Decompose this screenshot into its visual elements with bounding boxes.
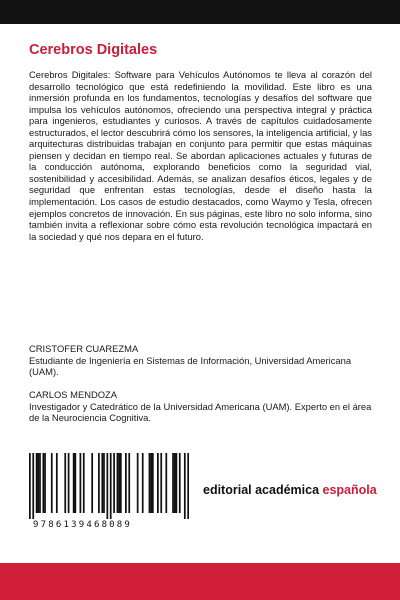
barcode-bar	[142, 453, 144, 513]
barcode-bar	[137, 453, 139, 513]
book-title: Cerebros Digitales	[29, 42, 158, 58]
bottom-band	[0, 563, 400, 600]
barcode-bar	[98, 453, 100, 513]
barcode-bar	[184, 453, 186, 519]
barcode-bar	[179, 453, 181, 513]
barcode-bar	[74, 453, 76, 513]
barcode-bar	[83, 453, 85, 513]
barcode-bar	[64, 453, 66, 513]
barcode-bar	[187, 453, 189, 519]
barcode-bar	[117, 453, 119, 513]
author-block-2	[29, 389, 372, 424]
barcode-bar	[160, 453, 162, 513]
barcode-bar	[176, 453, 178, 513]
barcode-bar	[68, 453, 70, 513]
barcode-bar	[42, 453, 44, 513]
author-bio: Estudiante de Ingeniería en Sistemas de Información, Universidad Americana (UAM).	[29, 354, 352, 378]
isbn-number: 9786139468089	[33, 520, 133, 530]
barcode-bar	[110, 453, 112, 519]
barcode-bar	[165, 453, 167, 513]
barcode-bar	[37, 453, 39, 513]
top-band	[0, 0, 400, 24]
barcode-bar	[128, 453, 130, 513]
barcode-bar	[101, 453, 103, 513]
barcode-bar	[106, 453, 108, 519]
book-description: Cerebros Digitales: Software para Vehículos Autónomos te lleva al corazón del desarrollo tecnológico que está redefiniendo la movilidad. Este libro es una inmersión profunda en los fundamentos, tecnologías y desafíos del software que impulsa los vehículos autónomos, ofreciendo una perspectiva integral y práctica para ingenieros, estudiantes y curiosos. A través de capítulos cuidadosamente estructurados, el lector descubrirá cómo los sensores, la inteligencia artificial, y las arquitecturas distribuidas trabajan en conjunto para permitir que estas máquinas piensen y decidan en tiempo real. Se abordan aplicaciones actuales y futuras de la conducción autónoma, explorando beneficios como la seguridad vial, sostenibilidad y accesibilidad. Además, se analizan desafíos éticos, legales y de seguridad que enfrentan estas tecnologías, desde el diseño hasta la implementación. Los casos de estudio destacados, como Waymo y Tesla, ofrecen ejemplos concretos de innovación. En sus páginas, este libro no solo informa, sino también invita a reflexionar sobre cómo esta revolución tecnológica impactará en la sociedad y qué nos depara en el futuro.	[29, 69, 372, 242]
barcode-bar	[56, 453, 58, 513]
barcode-bar	[80, 453, 82, 513]
isbn-barcode	[29, 453, 189, 523]
barcode-bar	[103, 453, 105, 513]
barcode-bar	[118, 453, 120, 513]
barcode-bar	[39, 453, 41, 513]
publisher-logo	[203, 483, 378, 497]
publisher-name: editorial académica	[203, 483, 320, 497]
barcode-bar	[44, 453, 46, 513]
barcode-bar	[172, 453, 174, 513]
barcode-bar	[174, 453, 176, 513]
barcode-bar	[150, 453, 152, 513]
publisher-name-accent: española	[322, 483, 377, 497]
barcode-bar	[120, 453, 122, 513]
barcode-bar	[51, 453, 53, 513]
barcode-bar	[73, 453, 75, 513]
barcode-bar	[36, 453, 38, 513]
barcode-graphic	[29, 453, 189, 519]
author-block-1	[29, 343, 372, 378]
barcode-bar	[29, 453, 31, 519]
author-name: CARLOS MENDOZA	[29, 389, 118, 400]
barcode-bar	[152, 453, 154, 513]
barcode-bar	[91, 453, 93, 513]
author-bio: Investigador y Catedrático de la Universidad Americana (UAM). Experto en el área de la Neurociencia Cognitiva.	[29, 400, 372, 424]
barcode-bar	[157, 453, 159, 513]
author-name: CRISTOFER CUAREZMA	[29, 343, 139, 354]
barcode-bar	[125, 453, 127, 513]
barcode-bar	[113, 453, 115, 513]
barcode-bar	[32, 453, 34, 519]
barcode-bar	[149, 453, 151, 513]
